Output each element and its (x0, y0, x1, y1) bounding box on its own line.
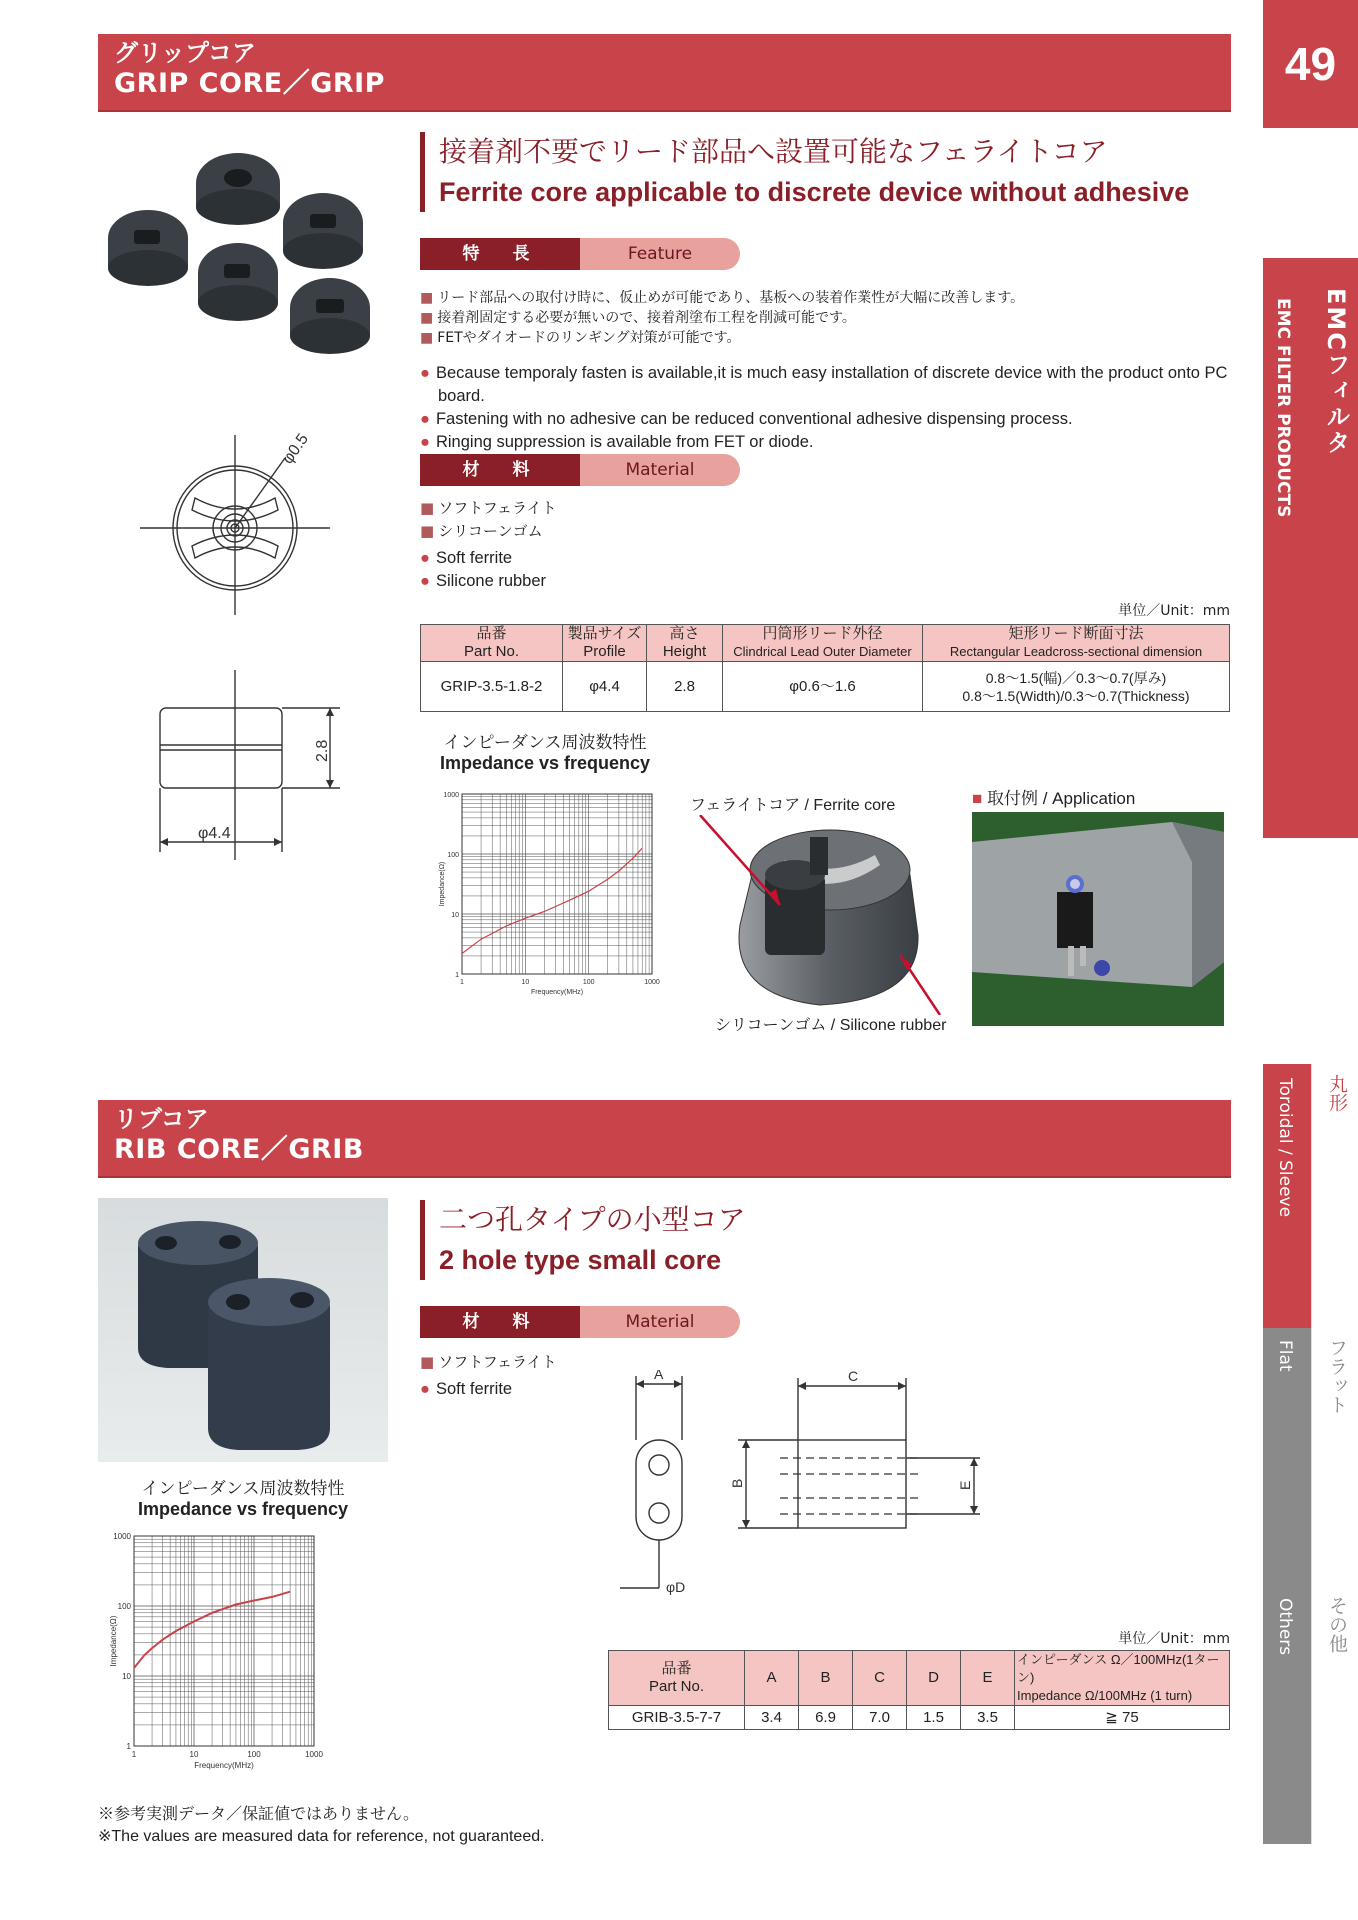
side-tab-emc-jp: EMCフィルタ (1322, 288, 1350, 456)
td-part: GRIB-3.5-7-7 (609, 1706, 745, 1730)
side-tab-flat[interactable] (1263, 1328, 1311, 1586)
td-profile: φ4.4 (563, 662, 647, 712)
th-clind-jp: 円筒形リード外径 (762, 625, 883, 642)
rib-dim-b: B (729, 1478, 745, 1488)
rib-dim-d: φD (666, 1579, 686, 1595)
rib-dim-e: E (957, 1480, 973, 1490)
th-height (647, 625, 723, 662)
footnotes (98, 1804, 798, 1848)
rib-chart-caption-jp: インピーダンス周波数特性 (141, 1479, 345, 1499)
grip-core-2 (108, 210, 188, 286)
grip-core-4 (198, 243, 278, 321)
th-part-en: Part No. (463, 643, 520, 660)
grip-banner (98, 34, 1231, 112)
y-tick-label: 1 (455, 972, 459, 979)
rib-chart-caption (98, 1474, 388, 1520)
rib-unit: 単位／Unit：mm (1118, 1631, 1230, 1647)
y-tick-label: 10 (122, 1672, 131, 1681)
x-tick-label: 1 (460, 979, 464, 986)
side-tab-others-en: Others (1275, 1598, 1295, 1656)
td-height: 2.8 (647, 662, 723, 712)
th-profile (563, 625, 647, 662)
grip-core-1 (196, 153, 280, 225)
grip-material-jp-1: ■ ソフトフェライト (420, 497, 720, 520)
application-square-icon: ■ (972, 789, 987, 808)
y-tick-label: 10 (451, 912, 459, 919)
ferrite-core-label: フェライトコア / Ferrite core (690, 797, 896, 814)
footnote-jp: ※参考実測データ／保証値ではありません。 (98, 1806, 419, 1823)
grip-feature-tag-jp: 特 長 (420, 238, 580, 270)
grip-feature-en-1: ● Because temporaly fasten is available,it is much easy installation of discrete device with the product onto PC board. (420, 362, 1230, 408)
td-e: 3.5 (961, 1706, 1015, 1730)
th-clind-en: Clindrical Lead Outer Diameter (733, 644, 912, 659)
th-height-en: Height (662, 643, 707, 660)
td-b: 6.9 (799, 1706, 853, 1730)
table-row (609, 1706, 1230, 1730)
rib-materials (420, 1350, 620, 1401)
th-rect-jp: 矩形リード断面寸法 (1008, 625, 1144, 642)
grip-unit: 単位／Unit：mm (1118, 603, 1230, 619)
side-tab-toroidal-en: Toroidal / Sleeve (1275, 1078, 1295, 1218)
grip-feature-en-3: ● Ringing suppression is available from FET or diode. (420, 431, 1230, 454)
chart-frame (462, 794, 652, 974)
grip-feature-jp-2: ■ 接着剤固定する必要が無いので、接着剤塗布工程を削減可能です。 (420, 308, 1240, 328)
rib-material-en-1: ● Soft ferrite (420, 1378, 620, 1401)
side-tab-flat-jp-wrap[interactable] (1311, 1328, 1358, 1586)
th-b: B (799, 1651, 853, 1706)
grip-dim-28: 2.8 (314, 739, 331, 762)
rib-material-tag (420, 1306, 740, 1338)
chart-grid (462, 794, 652, 974)
table-header-row (609, 1651, 1230, 1706)
grip-side-drawing (140, 670, 350, 870)
rib-core-front (208, 1278, 330, 1450)
silicone-rubber-label: シリコーンゴム / Silicone rubber (715, 1017, 947, 1034)
th-part-en: Part No. (648, 1678, 705, 1695)
rib-banner-jp: リブコア (114, 1105, 209, 1133)
rib-banner (98, 1100, 1231, 1178)
th-imp-jp: インピーダンス Ω／100MHz(1ターン) (1017, 1652, 1220, 1685)
grip-banner-jp: グリップコア (114, 39, 256, 67)
side-tab-emc[interactable] (1263, 258, 1311, 838)
grip-spec-table (420, 624, 1230, 712)
grip-feature-jp-3: ■ FETやダイオードのリンギング対策が可能です。 (420, 328, 1240, 348)
grip-dim-phi05: φ0.5 (279, 430, 312, 468)
rib-headline-en: 2 hole type small core (439, 1245, 722, 1275)
grip-feature-en-2: ● Fastening with no adhesive can be reduced conventional adhesive dispensing process. (420, 408, 1230, 431)
x-tick-label: 10 (521, 979, 530, 986)
rib-material-tag-jp: 材 料 (420, 1306, 580, 1338)
x-tick-label: 100 (582, 979, 595, 986)
side-tab-flat-en: Flat (1275, 1340, 1295, 1372)
th-c: C (853, 1651, 907, 1706)
td-rect-line1: 0.8～1.5(幅)／0.3～0.7(厚み) (985, 669, 1167, 686)
th-imp-en: Impedance Ω/100MHz (1 turn) (1017, 1688, 1193, 1703)
rib-material-jp-1: ■ ソフトフェライト (420, 1350, 620, 1374)
td-impedance: ≧ 75 (1015, 1706, 1230, 1730)
side-tab-others-jp: その他 (1326, 1596, 1348, 1653)
th-height-jp: 高さ (669, 625, 700, 642)
td-a: 3.4 (745, 1706, 799, 1730)
grip-chart-caption-jp: インピーダンス周波数特性 (443, 733, 647, 753)
grip-materials-en (420, 547, 720, 593)
td-rect-line2: 0.8～1.5(Width)/0.3～0.7(Thickness) (962, 687, 1190, 704)
grip-headline (420, 132, 1240, 212)
rib-headline-jp: 二つ孔タイプの小型コア (439, 1203, 746, 1236)
grip-headline-en: Ferrite core applicable to discrete device without adhesive (439, 177, 1190, 207)
x-axis-label: Frequency(MHz) (194, 1761, 254, 1770)
grip-headline-jp: 接着剤不要でリード部品へ設置可能なフェライトコア (439, 135, 1108, 168)
th-a: A (745, 1651, 799, 1706)
grip-feature-tag-en: Feature (580, 238, 740, 270)
grip-features-jp (420, 288, 1240, 348)
side-tab-toroidal-jp-wrap[interactable] (1311, 1064, 1358, 1328)
y-tick-label: 100 (447, 852, 459, 859)
table-row (421, 662, 1230, 712)
page-number: 49 (1263, 0, 1358, 128)
grip-materials-jp (420, 497, 720, 543)
rib-dimension-drawing (620, 1370, 1000, 1610)
side-tab-toroidal[interactable] (1263, 1064, 1311, 1328)
grip-material-en-1: ● Soft ferrite (420, 547, 720, 570)
grip-banner-en: GRIP CORE／GRIP (114, 68, 385, 99)
td-clind: φ0.6～1.6 (723, 662, 923, 712)
x-tick-label: 100 (247, 1750, 261, 1759)
grip-material-en-2: ● Silicone rubber (420, 570, 720, 593)
grip-core-5 (290, 278, 370, 354)
side-tab-emc-jp-bg[interactable] (1311, 258, 1358, 838)
td-rect (923, 662, 1230, 712)
application-label-text: 取付例 / Application (987, 789, 1136, 808)
grip-material-jp-2: ■ シリコーンゴム (420, 520, 720, 543)
grip-product-photo (98, 128, 388, 368)
y-axis-label: Impedance(Ω) (109, 1615, 118, 1667)
th-clind (723, 625, 923, 662)
y-axis-label: Impedance(Ω) (439, 861, 446, 907)
grip-chart-caption-en: Impedance vs frequency (439, 753, 651, 773)
rib-material-tag-en: Material (580, 1306, 740, 1338)
side-tab-flat-jp: フラット (1326, 1338, 1348, 1414)
rib-spec-table (608, 1650, 1230, 1730)
grip-chart-caption (420, 728, 670, 774)
grip-material-tag-en: Material (580, 454, 740, 486)
grip-feature-tag (420, 238, 740, 270)
rib-impedance-chart (96, 1526, 336, 1782)
rib-banner-en: RIB CORE／GRIB (114, 1134, 364, 1165)
y-tick-label: 1 (126, 1742, 131, 1751)
application-label (972, 784, 1135, 809)
x-tick-label: 1000 (644, 979, 660, 986)
td-d: 1.5 (907, 1706, 961, 1730)
th-part-jp: 品番 (661, 1660, 692, 1677)
th-part (609, 1651, 745, 1706)
th-impedance (1015, 1651, 1230, 1706)
grip-material-tag (420, 454, 740, 486)
th-profile-en: Profile (583, 643, 626, 660)
grip-dim-44: φ4.4 (198, 825, 231, 842)
grip-material-tag-jp: 材 料 (420, 454, 580, 486)
y-tick-label: 1000 (113, 1532, 131, 1541)
rib-dim-a: A (654, 1370, 664, 1382)
rib-headline (420, 1200, 1240, 1280)
table-header-row (421, 625, 1230, 662)
rib-dim-c: C (848, 1370, 859, 1384)
th-profile-jp: 製品サイズ (567, 625, 642, 642)
td-part: GRIP-3.5-1.8-2 (421, 662, 563, 712)
side-tab-emc-en: EMC FILTER PRODUCTS (1273, 298, 1293, 518)
grip-top-drawing (140, 420, 340, 620)
grip-feature-jp-1: ■ リード部品への取付け時に、仮止めが可能であり、基板への装着作業性が大幅に改善します。 (420, 288, 1240, 308)
footnote-en: ※The values are measured data for reference, not guaranteed. (98, 1828, 545, 1845)
th-e: E (961, 1651, 1015, 1706)
grip-features-en (420, 362, 1230, 454)
th-part (421, 625, 563, 662)
x-tick-label: 1 (131, 1750, 137, 1759)
x-tick-label: 10 (189, 1750, 199, 1759)
y-tick-label: 1000 (443, 792, 459, 799)
y-tick-label: 100 (117, 1602, 131, 1611)
td-c: 7.0 (853, 1706, 907, 1730)
side-tab-toroidal-jp: 丸形 (1326, 1074, 1348, 1112)
application-photo (972, 812, 1224, 1026)
rib-chart-caption-en: Impedance vs frequency (137, 1499, 349, 1519)
th-rect (923, 625, 1230, 662)
th-d: D (907, 1651, 961, 1706)
side-tab-others[interactable] (1263, 1586, 1311, 1844)
th-rect-en: Rectangular Leadcross-sectional dimension (949, 644, 1203, 659)
x-axis-label: Frequency(MHz) (530, 989, 584, 996)
side-tab-others-jp-wrap[interactable] (1311, 1586, 1358, 1844)
rib-product-photo (98, 1198, 388, 1462)
grip-core-3 (283, 193, 363, 269)
grip-illustration (690, 815, 950, 1015)
x-tick-label: 1000 (305, 1750, 323, 1759)
grip-impedance-chart (420, 780, 670, 1000)
th-part-jp: 品番 (476, 625, 507, 642)
